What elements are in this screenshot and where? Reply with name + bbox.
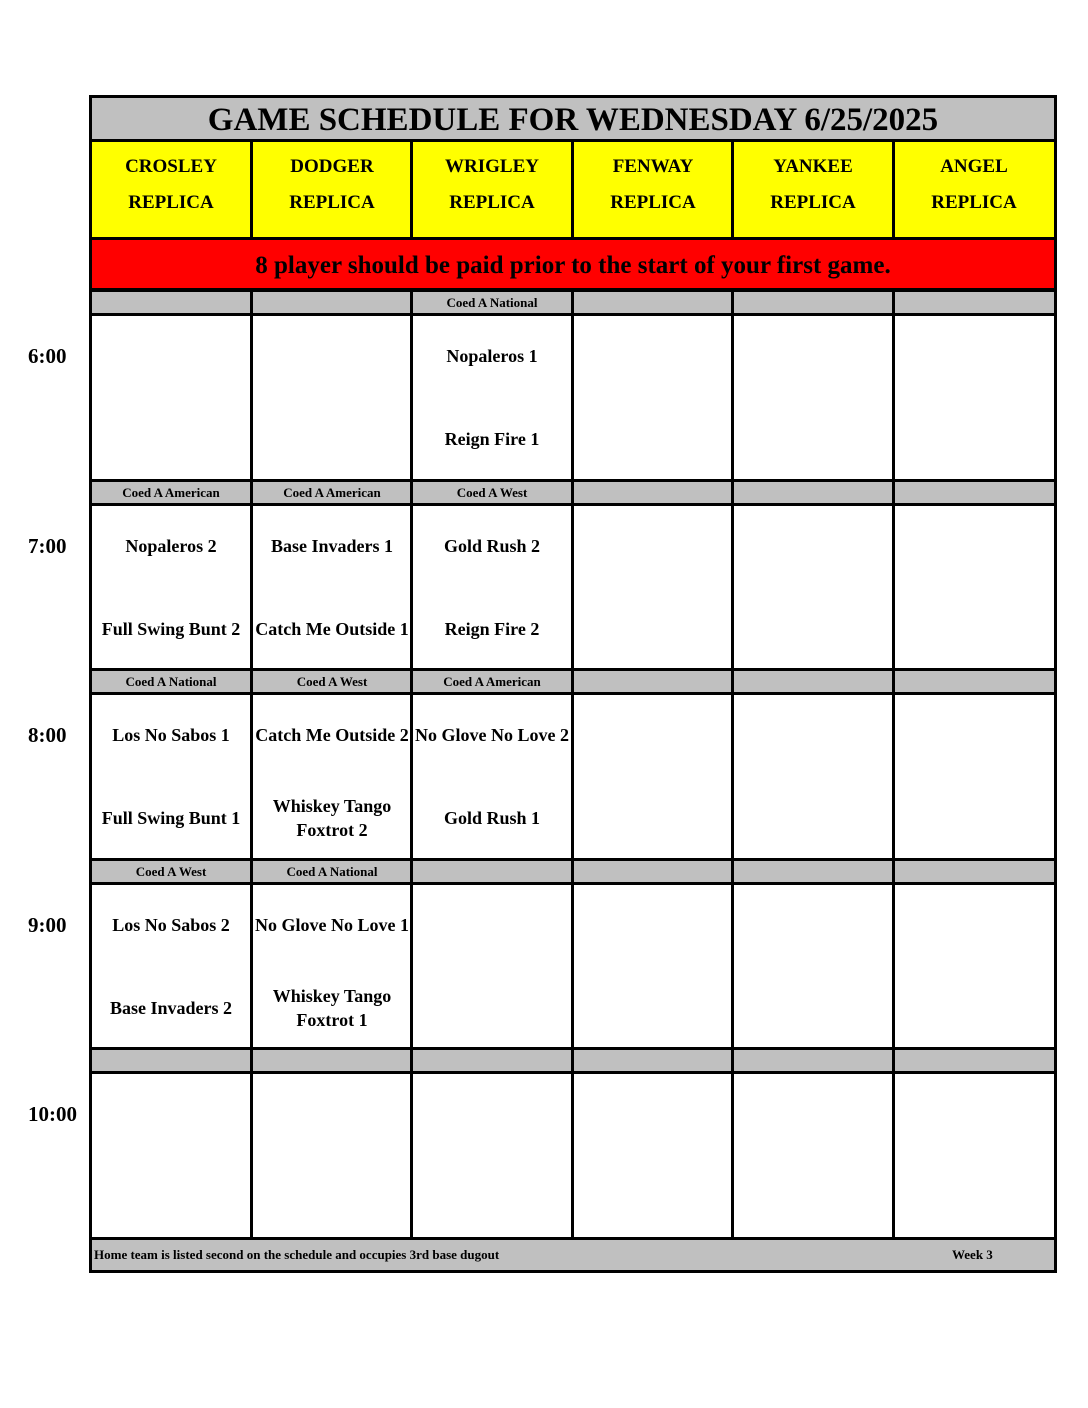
division-label: Coed A American [122,485,220,500]
field-type: REPLICA [610,192,696,213]
division-label [92,292,250,313]
division-label [574,292,732,313]
division-label: Coed A National [286,864,378,879]
grid-vline [410,142,413,237]
home-team: Catch Me Outside 1 [255,619,409,639]
division-label [895,482,1053,503]
grid-vline [731,292,734,1240]
away-team: Gold Rush 2 [443,536,541,556]
grid-vline [571,292,574,1240]
division-label [734,482,892,503]
division-label: Coed A West [456,485,528,500]
home-team: Base Invaders 2 [109,998,232,1018]
grid-vline [892,292,895,1240]
field-header-dodger [253,142,411,237]
field-type: REPLICA [289,192,375,213]
grid-vline [892,142,895,237]
division-label [413,861,571,882]
division-label [895,671,1053,692]
time-label: 6:00 [28,344,67,368]
grid-hline [92,237,1054,240]
division-label [734,671,892,692]
schedule-title: GAME SCHEDULE FOR WEDNESDAY 6/25/2025 [92,98,1054,142]
time-label: 10:00 [28,1102,77,1126]
away-team: No Glove No Love 2 [415,725,569,745]
schedule-table [89,95,1057,1273]
footer-note: Home team is listed second on the schedule and occupies 3rd base dugout [94,1247,500,1262]
field-name: YANKEE [773,156,853,177]
field-name: FENWAY [612,156,694,177]
field-name: WRIGLEY [445,156,539,177]
away-team: Base Invaders 1 [270,536,393,556]
away-team: Los No Sabos 2 [112,915,230,935]
away-team: Los No Sabos 1 [112,725,230,745]
division-label: Coed A West [135,864,207,879]
time-label: 9:00 [28,913,67,937]
away-team: Nopaleros 2 [125,536,217,556]
division-label: Coed A American [443,674,541,689]
division-label: Coed A West [296,674,368,689]
field-name: ANGEL [940,156,1008,177]
division-label [92,1050,250,1071]
division-label [895,292,1053,313]
division-label [734,1050,892,1071]
field-name: DODGER [290,156,374,177]
division-label [895,1050,1053,1071]
time-label: 7:00 [28,534,67,558]
field-type: REPLICA [128,192,214,213]
field-type: REPLICA [449,192,535,213]
division-label [574,671,732,692]
home-team: Reign Fire 2 [444,619,540,639]
field-type: REPLICA [931,192,1017,213]
division-label [895,861,1053,882]
field-header-wrigley [413,142,571,237]
division-label [253,292,411,313]
time-label: 8:00 [28,723,67,747]
division-label [253,1050,411,1071]
home-team: Full Swing Bunt 1 [101,808,241,828]
grid-vline [571,142,574,237]
field-type: REPLICA [770,192,856,213]
grid-vline [250,142,253,237]
week-label: Week 3 [952,1247,993,1262]
division-label [574,1050,732,1071]
field-header-yankee [734,142,892,237]
field-header-crosley [92,142,250,237]
division-label [574,482,732,503]
field-header-angel [895,142,1053,237]
home-team: Full Swing Bunt 2 [101,619,241,639]
payment-notice: 8 player should be paid prior to the start of your first game. [92,240,1054,288]
home-team: Reign Fire 1 [444,429,540,449]
grid-vline [250,292,253,1240]
division-label: Coed A American [283,485,381,500]
footer-row [92,1240,1054,1270]
grid-vline [410,292,413,1240]
home-team: Gold Rush 1 [443,808,541,828]
away-team: No Glove No Love 1 [255,915,409,935]
division-label [413,1050,571,1071]
grid-vline [731,142,734,237]
division-label [574,861,732,882]
division-label: Coed A National [125,674,217,689]
away-team: Catch Me Outside 2 [255,725,409,745]
division-label [734,292,892,313]
division-label: Coed A National [446,295,538,310]
field-name: CROSLEY [125,156,217,177]
home-team: Whiskey Tango Foxtrot 2 [272,796,392,840]
field-header-fenway [574,142,732,237]
away-team: Nopaleros 1 [446,346,538,366]
home-team: Whiskey Tango Foxtrot 1 [272,986,392,1030]
division-label [734,861,892,882]
